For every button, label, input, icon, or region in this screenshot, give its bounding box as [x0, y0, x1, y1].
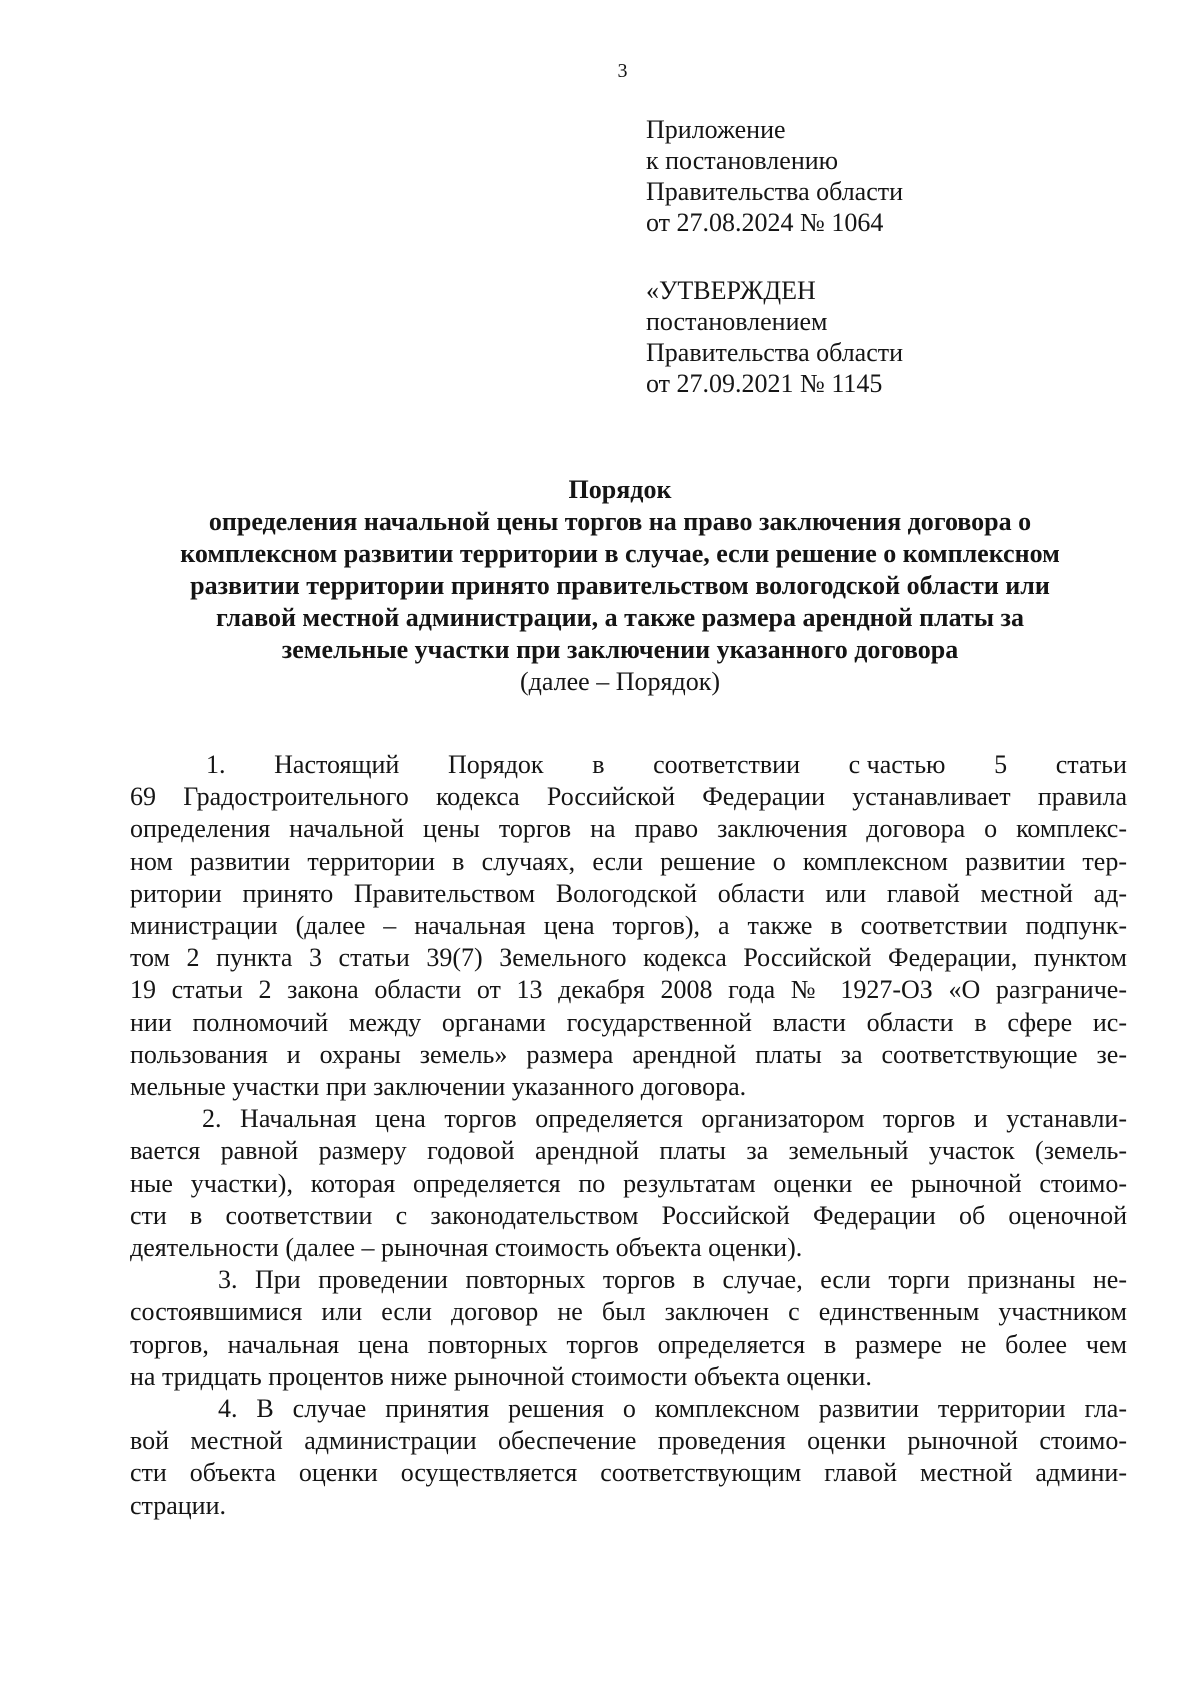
- title-line: земельные участки при заключении указанного договора: [281, 635, 959, 664]
- text-line: ные участки), которая определяется по результатам оценки ее рыночной стоимо-: [130, 1168, 1127, 1198]
- text-line: 3. При проведении повторных торгов в случае, если торги признаны не-: [218, 1265, 1127, 1295]
- annex-line: Приложение: [646, 115, 786, 144]
- approved-line: Правительства области: [646, 338, 904, 367]
- word: в: [592, 750, 605, 779]
- text-line: сти в соответствии с законодательством Российской Федерации об оценочной: [130, 1200, 1127, 1230]
- text-line: 2. Начальная цена торгов определяется организатором торгов и устанавли-: [202, 1104, 1127, 1134]
- text-line: вается равной размеру годовой арендной платы за земельный участок (земель-: [130, 1136, 1127, 1166]
- approved-line: от 27.09.2021 № 1145: [646, 369, 883, 398]
- document-title: [130, 474, 1110, 698]
- word: Порядок: [447, 750, 544, 779]
- text-line: состоявшимися или если договор не был заключен с единственным участником: [130, 1297, 1127, 1327]
- text-line: нии полномочий между органами государственной власти области в сфере ис-: [130, 1007, 1127, 1037]
- text-line: вой местной администрации обеспечение проведения оценки рыночной стоимо-: [130, 1426, 1127, 1456]
- text-line: мельные участки при заключении указанного договора.: [130, 1072, 747, 1102]
- paragraph-first-line: [130, 749, 1127, 781]
- title-line: определения начальной цены торгов на право заключения договора о: [208, 507, 1032, 536]
- word: с частью: [848, 750, 946, 779]
- text-line: 69 Градостроительного кодекса Российской Федерации устанавливает правила: [130, 782, 1127, 812]
- word: статьи: [1055, 750, 1127, 779]
- text-line: 4. В случае принятия решения о комплексном развитии территории гла-: [218, 1394, 1127, 1424]
- text-line: ритории принято Правительством Вологодской области или главой местной ад-: [130, 878, 1127, 908]
- annex-line: Правительства области: [646, 177, 904, 206]
- approved-header: [646, 275, 903, 399]
- paragraph-4: [130, 1393, 1127, 1522]
- annex-line: от 27.08.2024 № 1064: [646, 208, 884, 237]
- annex-line: к постановлению: [646, 146, 839, 175]
- paragraph-2: [130, 1103, 1127, 1264]
- title-line: комплексном развитии территории в случае, если решение о комплексном: [180, 539, 1060, 568]
- text-line: сти объекта оценки осуществляется соответствующим главой местной админи-: [130, 1458, 1127, 1488]
- paragraph-3: [130, 1264, 1127, 1393]
- word: 1.: [206, 750, 226, 779]
- approved-line: постановлением: [646, 307, 828, 336]
- text-line: ном развитии территории в случаях, если решение о комплексном развитии тер-: [130, 846, 1127, 876]
- text-line: том 2 пункта 3 статьи 39(7) Земельного кодекса Российской Федерации, пунктом: [130, 943, 1127, 973]
- text-line: 19 статьи 2 закона области от 13 декабря 2008 года № 1927-ОЗ «О разграниче-: [130, 975, 1127, 1005]
- paragraph-1: [130, 749, 1127, 1103]
- word: соответствии: [653, 750, 801, 779]
- text-line: страции.: [130, 1490, 227, 1520]
- document-body: [130, 749, 1127, 1522]
- text-line: на тридцать процентов ниже рыночной стоимости объекта оценки.: [130, 1361, 872, 1391]
- text-line: пользования и охраны земель» размера арендной платы за соответствующие зе-: [130, 1039, 1127, 1069]
- title-line: развитии территории принято правительством вологодской области или: [190, 571, 1050, 600]
- word: Настоящий: [274, 750, 400, 779]
- approved-line: «УТВЕРЖДЕН: [646, 276, 816, 305]
- text-line: торгов, начальная цена повторных торгов определяется в размере не более чем: [130, 1329, 1127, 1359]
- annex-header: [646, 114, 903, 238]
- title-main: Порядок: [568, 475, 672, 504]
- title-line: главой местной администрации, а также размера арендной платы за: [216, 603, 1024, 632]
- word: 5: [994, 750, 1008, 779]
- text-line: определения начальной цены торгов на право заключения договора о комплекс-: [130, 814, 1127, 844]
- text-line: министрации (далее – начальная цена торгов), а также в соответствии подпунк-: [130, 911, 1127, 941]
- text-line: деятельности (далее – рыночная стоимость объекта оценки).: [130, 1233, 803, 1263]
- title-note: (далее – Порядок): [520, 667, 720, 696]
- page-number: 3: [617, 60, 628, 82]
